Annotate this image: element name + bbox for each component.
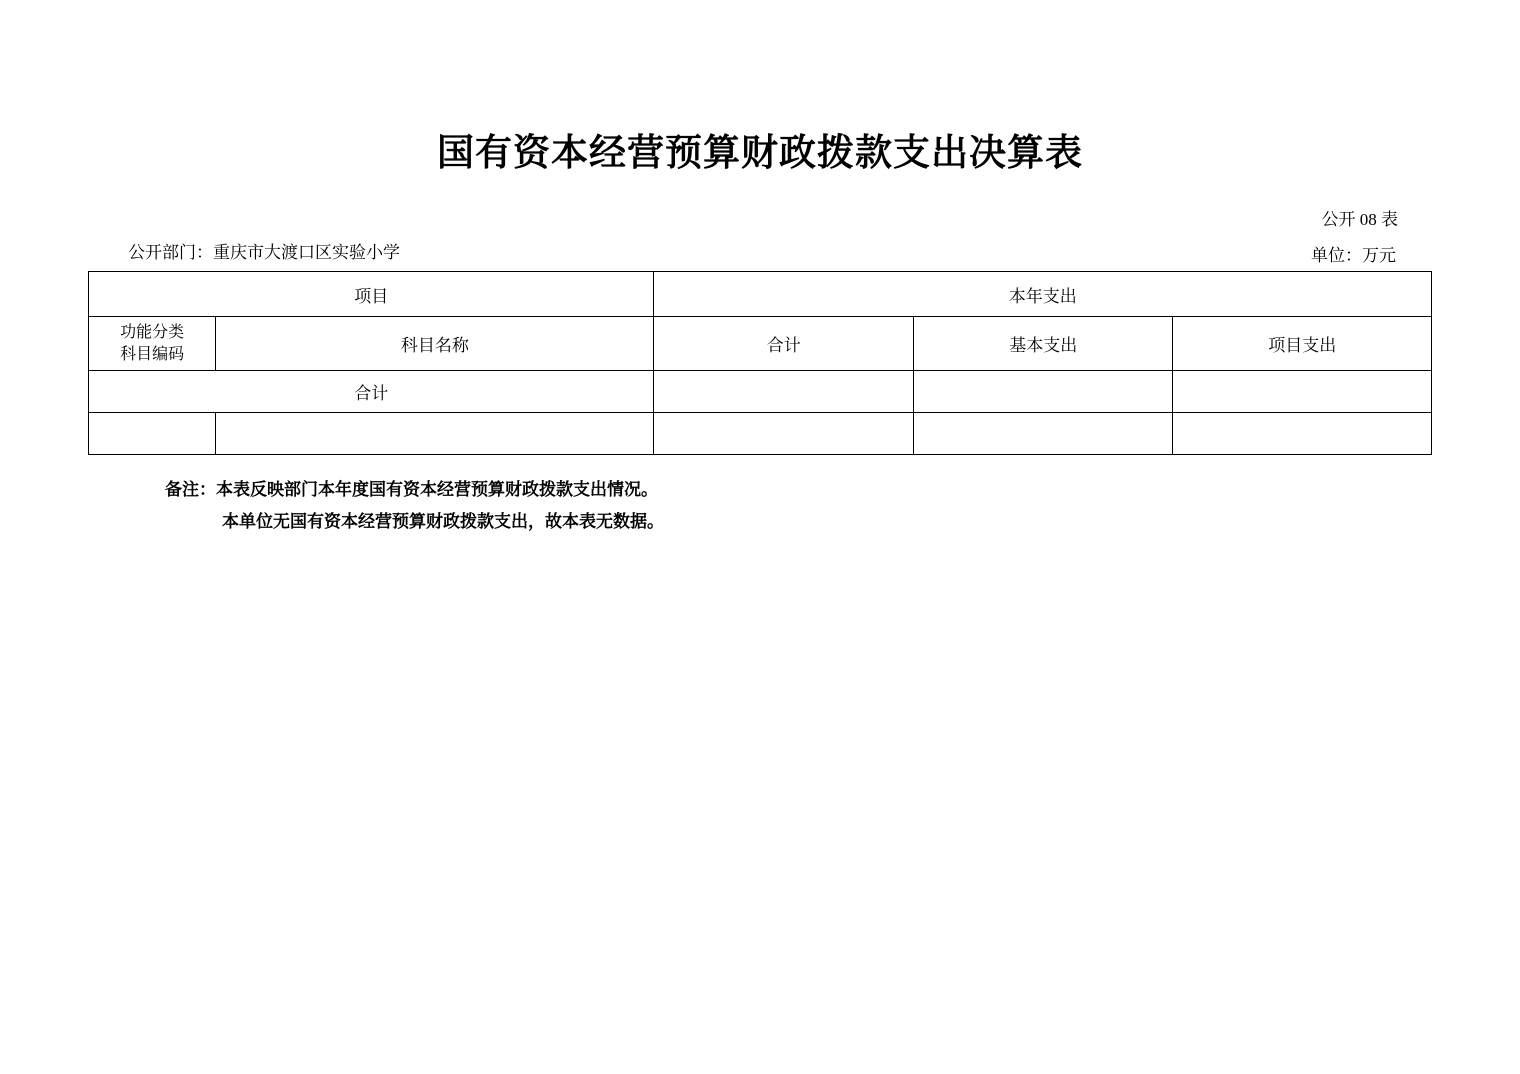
- table-header-group-row: [89, 272, 1432, 317]
- header-project: 项目: [89, 272, 654, 317]
- row-total-value: [654, 371, 914, 413]
- table-header-row: [89, 317, 1432, 371]
- department-name: 重庆市大渡口区实验小学: [213, 243, 400, 262]
- expenditure-table: [88, 271, 1432, 455]
- header-function-code-line2: 科目编码: [120, 345, 185, 363]
- page-title: 国有资本经营预算财政拨款支出决算表: [437, 132, 1083, 173]
- department-label: 公开部门：: [128, 243, 213, 262]
- header-subject-name: 科目名称: [216, 317, 654, 371]
- header-total: 合计: [654, 317, 914, 371]
- row-total-label: 合计: [89, 371, 654, 413]
- row-total-project: [1173, 371, 1432, 413]
- department-line: [128, 238, 400, 263]
- header-project-expenditure: 项目支出: [1173, 317, 1432, 371]
- table-row: [89, 371, 1432, 413]
- notes-block: [165, 474, 664, 539]
- notes-line-2: 本单位无国有资本经营预算财政拨款支出，故本表无数据。: [222, 512, 664, 532]
- header-current-year-expenditure: 本年支出: [654, 272, 1432, 317]
- header-function-code-line1: 功能分类: [120, 323, 185, 341]
- row-blank-total: [654, 413, 914, 455]
- row-blank-project: [1173, 413, 1432, 455]
- header-basic-expenditure: 基本支出: [913, 317, 1173, 371]
- row-total-basic: [913, 371, 1173, 413]
- header-function-code: [89, 317, 216, 371]
- row-blank-basic: [913, 413, 1173, 455]
- row-blank-function-code: [89, 413, 216, 455]
- table-row: [89, 413, 1432, 455]
- form-number: 公开 08 表: [1321, 210, 1398, 229]
- row-blank-subject-name: [216, 413, 654, 455]
- unit-label: 单位：万元: [1311, 246, 1396, 265]
- notes-line-1: 备注：本表反映部门本年度国有资本经营预算财政拨款支出情况。: [165, 480, 658, 499]
